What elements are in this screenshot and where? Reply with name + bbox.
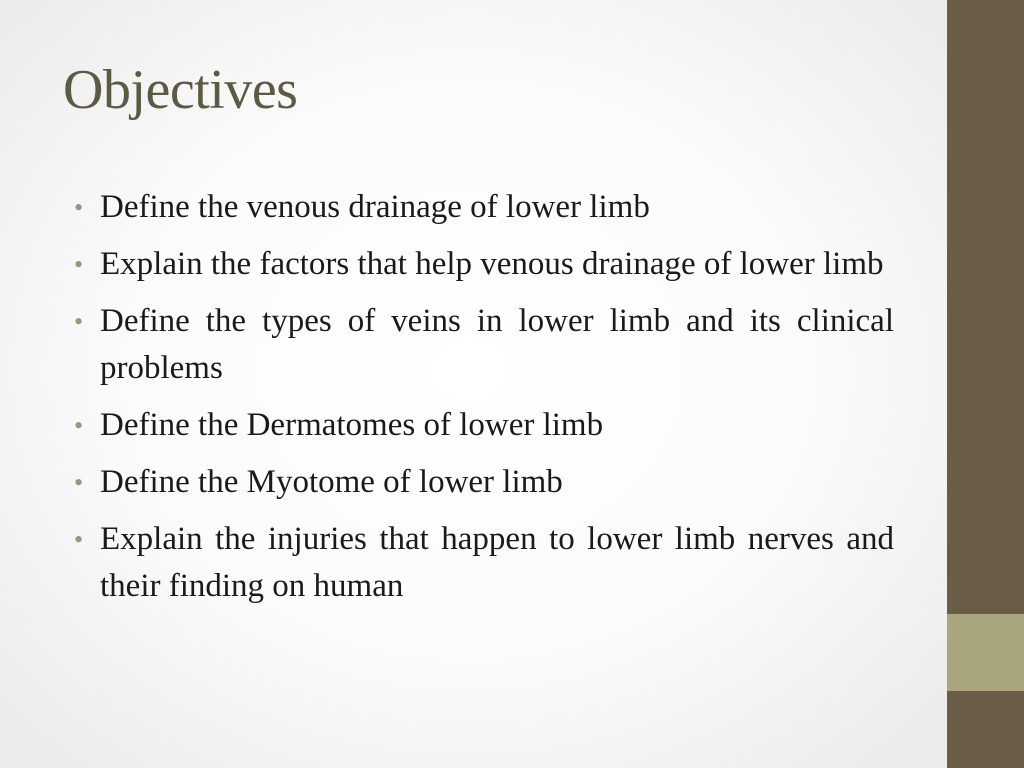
list-item xyxy=(72,241,894,288)
bullet-icon: • xyxy=(74,468,84,497)
bullet-icon: • xyxy=(74,250,84,279)
list-item xyxy=(72,459,894,506)
list-item xyxy=(72,298,894,392)
slide-title: Objectives xyxy=(63,59,298,121)
list-item-text: Explain the injuries that happen to lower limb nerves and their finding on human xyxy=(100,521,894,604)
list-item-text: Define the venous drainage of lower limb xyxy=(100,189,650,225)
bullet-icon: • xyxy=(74,525,84,554)
list-item xyxy=(72,184,894,231)
list-item xyxy=(72,402,894,449)
decorative-side-accent xyxy=(947,614,1024,691)
objectives-list xyxy=(72,184,894,620)
bullet-icon: • xyxy=(74,411,84,440)
list-item-text: Explain the factors that help venous drainage of lower limb xyxy=(100,246,884,282)
bullet-icon: • xyxy=(74,193,84,222)
bullet-icon: • xyxy=(74,307,84,336)
list-item-text: Define the types of veins in lower limb and its clinical problems xyxy=(100,303,894,386)
list-item-text: Define the Dermatomes of lower limb xyxy=(100,407,604,443)
list-item xyxy=(72,516,894,610)
list-item-text: Define the Myotome of lower limb xyxy=(100,464,563,500)
